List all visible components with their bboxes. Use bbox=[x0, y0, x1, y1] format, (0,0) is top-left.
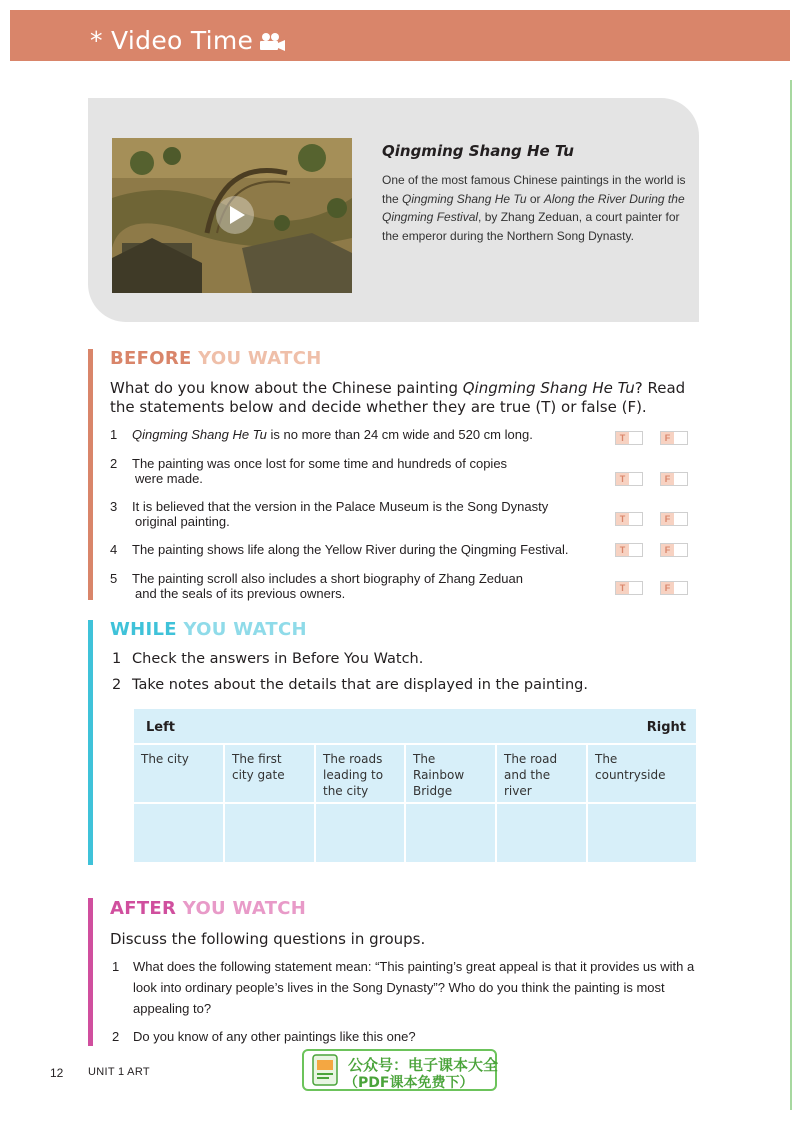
statement-4: 4 The painting shows life along the Yellow River during the Qingming Festival. bbox=[110, 542, 569, 557]
table-divider bbox=[404, 745, 406, 862]
before-you-watch-title: BEFORE YOU WATCH bbox=[110, 348, 322, 369]
statement-1: 1 Qingming Shang He Tu is no more than 24 cm wide and 520 cm long. bbox=[110, 427, 533, 442]
before-instruction: What do you know about the Chinese painting Qingming Shang He Tu? Read the statements below and decide whether they are true (T) or false (F). bbox=[110, 379, 686, 416]
note-cell-road-and-river[interactable] bbox=[497, 804, 586, 862]
while-section-bar bbox=[88, 620, 93, 865]
column-header-first-city-gate: The first city gate bbox=[225, 745, 313, 802]
note-cell-rainbow-bridge[interactable] bbox=[406, 804, 495, 862]
while-step-1: 1 Check the answers in Before You Watch. bbox=[112, 651, 424, 667]
notes-table bbox=[134, 709, 696, 862]
true-checkbox-3[interactable]: T bbox=[615, 512, 643, 526]
while-you-watch-title: WHILE YOU WATCH bbox=[110, 619, 307, 640]
book-logo-icon bbox=[312, 1054, 338, 1086]
false-checkbox-2[interactable]: F bbox=[660, 472, 688, 486]
notes-table-header bbox=[134, 709, 696, 743]
false-checkbox-3[interactable]: F bbox=[660, 512, 688, 526]
intro-heading: Qingming Shang He Tu bbox=[382, 142, 574, 160]
column-header-rainbow-bridge: The Rainbow Bridge bbox=[406, 745, 494, 802]
play-icon[interactable] bbox=[216, 196, 254, 234]
watermark-line-1: 公众号：电子课本大全 bbox=[348, 1056, 499, 1074]
table-divider bbox=[495, 745, 497, 862]
section-title: * Video Time bbox=[90, 26, 254, 55]
statement-5: 5 The painting scroll also includes a short biography of Zhang Zeduan and the seals of its previous owners. bbox=[110, 571, 523, 601]
note-cell-roads[interactable] bbox=[316, 804, 404, 862]
watermark-line-2: （PDF课本免费下） bbox=[344, 1075, 474, 1091]
intro-text: One of the most famous Chinese paintings in the world is the Qingming Shang He Tu or Along the River During the Qingming Festival, by Zhang Zeduan, a court painter for the emperor during the Northern Song Dynasty. bbox=[382, 173, 686, 243]
after-you-watch-title: AFTER YOU WATCH bbox=[110, 898, 307, 919]
after-section-bar bbox=[88, 898, 93, 1046]
false-checkbox-4[interactable]: F bbox=[660, 543, 688, 557]
table-divider bbox=[314, 745, 316, 862]
column-header-road-and-river: The road and the river bbox=[497, 745, 585, 802]
true-checkbox-1[interactable]: T bbox=[615, 431, 643, 445]
false-checkbox-5[interactable]: F bbox=[660, 581, 688, 595]
note-cell-countryside[interactable] bbox=[588, 804, 696, 862]
table-divider bbox=[586, 745, 588, 862]
right-label: Right bbox=[646, 720, 686, 735]
note-cell-first-city-gate[interactable] bbox=[225, 804, 314, 862]
column-header-city: The city bbox=[134, 745, 222, 802]
column-header-roads: The roads leading to the city bbox=[316, 745, 404, 802]
before-section-bar bbox=[88, 349, 93, 600]
page-number: 12 bbox=[50, 1066, 64, 1080]
column-header-countryside: The countryside bbox=[588, 745, 696, 802]
discussion-question-2: 2 Do you know of any other paintings like this one? bbox=[112, 1029, 416, 1044]
unit-label: UNIT 1 ART bbox=[88, 1066, 150, 1078]
page-edge-line bbox=[790, 80, 792, 1110]
video-camera-icon bbox=[258, 32, 286, 52]
left-label: Left bbox=[146, 720, 175, 735]
video-thumbnail[interactable] bbox=[112, 138, 352, 293]
note-cell-city[interactable] bbox=[134, 804, 223, 862]
true-checkbox-4[interactable]: T bbox=[615, 543, 643, 557]
watermark-badge bbox=[302, 1049, 497, 1091]
false-checkbox-1[interactable]: F bbox=[660, 431, 688, 445]
true-checkbox-2[interactable]: T bbox=[615, 472, 643, 486]
statement-3: 3 It is believed that the version in the Palace Museum is the Song Dynasty original painting. bbox=[110, 499, 549, 529]
after-instruction: Discuss the following questions in groups. bbox=[110, 930, 426, 948]
statement-2: 2 The painting was once lost for some time and hundreds of copies were made. bbox=[110, 456, 508, 486]
table-divider bbox=[223, 745, 225, 862]
while-step-2: 2 Take notes about the details that are displayed in the painting. bbox=[112, 677, 588, 693]
discussion-question-1: 1 What does the following statement mean: “This painting’s great appeal is that it provides us with a look into ordinary people’s lives in the Song Dynasty”? Who do you think the painting is most appealing to? bbox=[112, 959, 695, 1016]
true-checkbox-5[interactable]: T bbox=[615, 581, 643, 595]
